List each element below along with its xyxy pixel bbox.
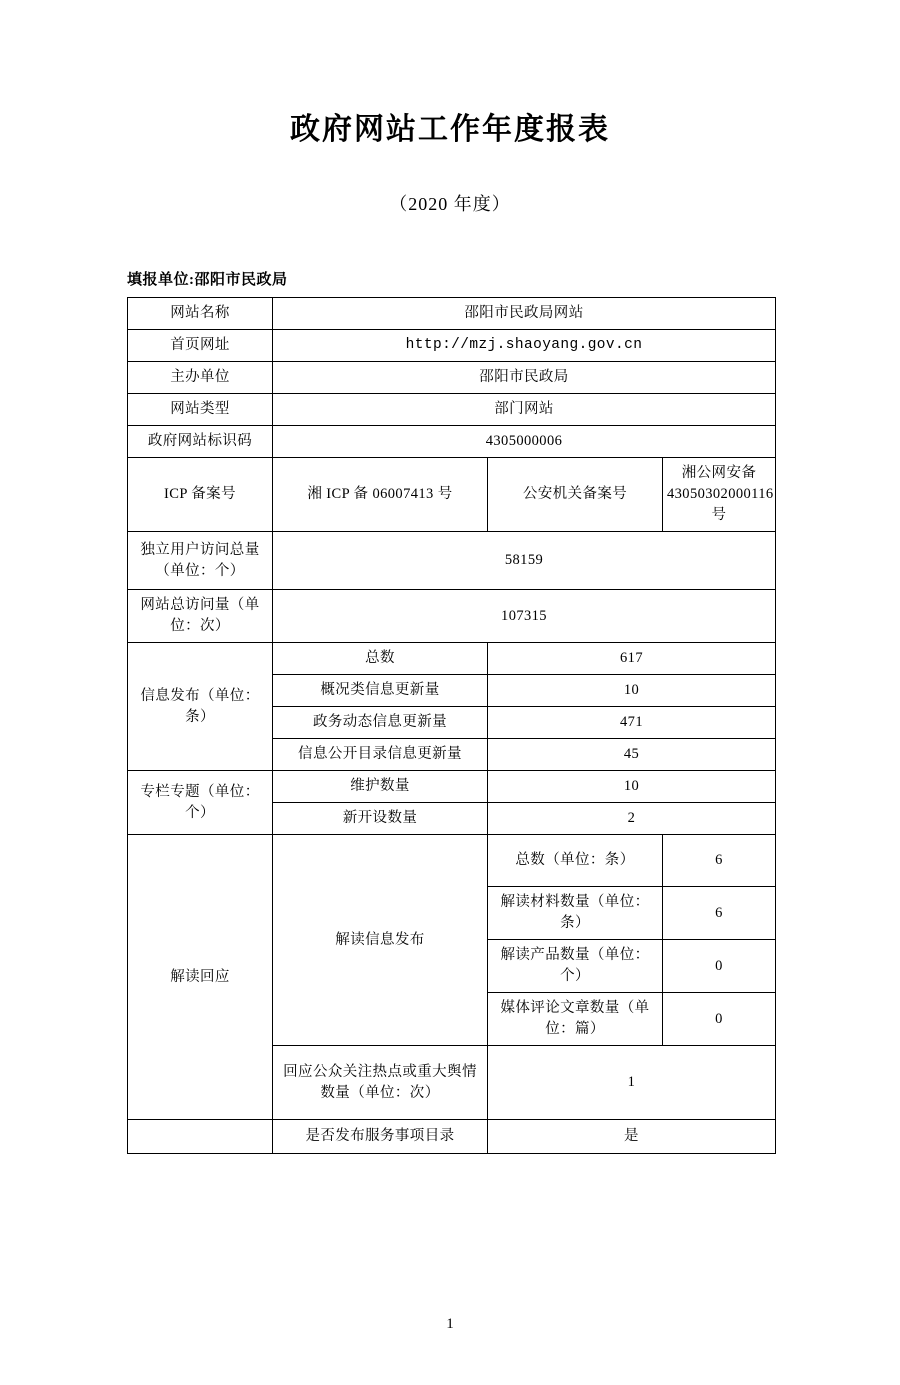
icp-label: ICP 备案号 xyxy=(128,458,273,532)
filler-unit: 填报单位:邵阳市民政局 xyxy=(127,272,288,288)
table-row xyxy=(128,298,776,330)
column-topic-item-name: 维护数量 xyxy=(273,771,488,803)
table-row xyxy=(128,426,776,458)
police-record-label: 公安机关备案号 xyxy=(488,458,663,532)
table-row xyxy=(128,394,776,426)
interpretation-publish-label: 解读信息发布 xyxy=(273,835,488,1046)
info-publish-item-name: 概况类信息更新量 xyxy=(273,675,488,707)
column-topic-label: 专栏专题（单位：个） xyxy=(128,771,273,835)
site-name-label: 网站名称 xyxy=(128,298,273,330)
site-name-value: 邵阳市民政局网站 xyxy=(273,298,776,330)
table-row xyxy=(128,1120,776,1154)
page-subtitle: （2020 年度） xyxy=(389,194,511,214)
info-publish-label: 信息发布（单位：条） xyxy=(128,643,273,771)
site-code-value: 4305000006 xyxy=(273,426,776,458)
interpretation-label: 解读回应 xyxy=(128,835,273,1120)
site-type-value: 部门网站 xyxy=(273,394,776,426)
table-row xyxy=(128,458,776,532)
host-unit-label: 主办单位 xyxy=(128,362,273,394)
interpretation-item-name: 媒体评论文章数量（单位：篇） xyxy=(488,993,663,1046)
info-publish-item-value: 10 xyxy=(488,675,776,707)
table-row xyxy=(128,590,776,643)
info-publish-item-value: 471 xyxy=(488,707,776,739)
info-publish-item-value: 617 xyxy=(488,643,776,675)
unique-visitors-value: 58159 xyxy=(273,532,776,590)
interpretation-item-name: 总数（单位：条） xyxy=(488,835,663,887)
service-catalog-label: 是否发布服务事项目录 xyxy=(273,1120,488,1154)
interpretation-item-name: 解读产品数量（单位：个） xyxy=(488,940,663,993)
site-type-label: 网站类型 xyxy=(128,394,273,426)
annual-report-table xyxy=(127,297,776,1154)
police-record-value: 湘公网安备 43050302000116 号 xyxy=(663,458,776,532)
table-row xyxy=(128,532,776,590)
info-publish-item-name: 信息公开目录信息更新量 xyxy=(273,739,488,771)
page-title: 政府网站工作年度报表 xyxy=(290,112,610,147)
interpretation-item-value: 6 xyxy=(663,887,776,940)
total-visits-value: 107315 xyxy=(273,590,776,643)
response-hotspot-label: 回应公众关注热点或重大舆情数量（单位：次） xyxy=(273,1046,488,1120)
table-row xyxy=(128,362,776,394)
column-topic-item-name: 新开设数量 xyxy=(273,803,488,835)
document-page xyxy=(0,112,900,1385)
unique-visitors-label: 独立用户访问总量（单位：个） xyxy=(128,532,273,590)
home-url-value: http://mzj.shaoyang.gov.cn xyxy=(273,330,776,362)
table-row xyxy=(128,771,776,803)
home-url-label: 首页网址 xyxy=(128,330,273,362)
table-row xyxy=(128,330,776,362)
column-topic-item-value: 2 xyxy=(488,803,776,835)
page-number: 1 xyxy=(446,1316,454,1332)
empty-cell xyxy=(128,1120,273,1154)
table-row xyxy=(128,643,776,675)
site-code-label: 政府网站标识码 xyxy=(128,426,273,458)
interpretation-item-value: 0 xyxy=(663,940,776,993)
total-visits-label: 网站总访问量（单位：次） xyxy=(128,590,273,643)
icp-value: 湘 ICP 备 06007413 号 xyxy=(273,458,488,532)
info-publish-item-name: 政务动态信息更新量 xyxy=(273,707,488,739)
interpretation-item-value: 0 xyxy=(663,993,776,1046)
response-hotspot-value: 1 xyxy=(488,1046,776,1120)
service-catalog-value: 是 xyxy=(488,1120,776,1154)
interpretation-item-value: 6 xyxy=(663,835,776,887)
info-publish-item-value: 45 xyxy=(488,739,776,771)
info-publish-item-name: 总数 xyxy=(273,643,488,675)
table-row xyxy=(128,835,776,887)
interpretation-item-name: 解读材料数量（单位：条） xyxy=(488,887,663,940)
column-topic-item-value: 10 xyxy=(488,771,776,803)
host-unit-value: 邵阳市民政局 xyxy=(273,362,776,394)
